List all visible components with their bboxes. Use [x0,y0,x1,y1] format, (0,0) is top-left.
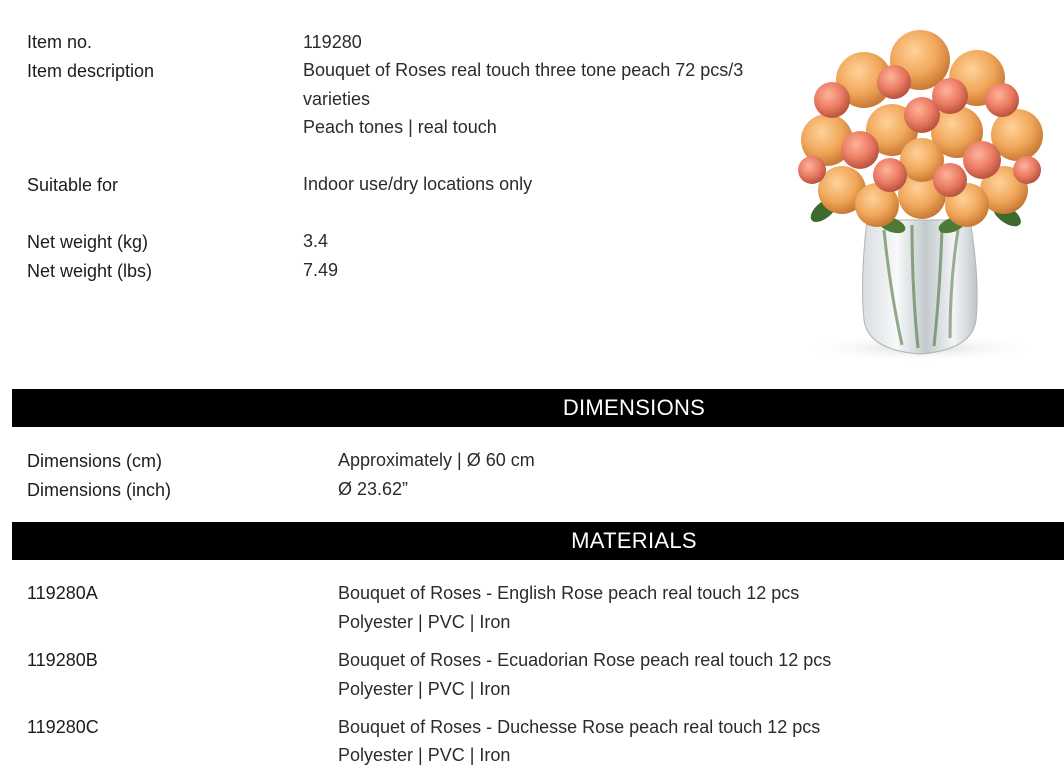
material-composition: Polyester | PVC | Iron [338,679,511,699]
dimensions-inch-label: Dimensions (inch) [27,480,172,500]
materials-heading: MATERIALS [12,522,1064,560]
material-composition: Polyester | PVC | Iron [338,745,511,765]
material-name: Bouquet of Roses - Duchesse Rose peach real touch 12 pcs [338,717,821,737]
suitable-for-value: Indoor use/dry locations only [303,174,533,194]
item-description-line: Bouquet of Roses real touch three tone peach 72 pcs/3 [303,60,744,80]
item-no-label: Item no. [27,32,93,52]
net-weight-kg-label: Net weight (kg) [27,232,149,252]
item-description-value [303,56,743,142]
material-composition: Polyester | PVC | Iron [338,612,511,632]
net-weight-lbs-value: 7.49 [303,260,339,280]
item-description-label: Item description [27,61,155,81]
dimensions-inch-value: Ø 23.62” [338,479,409,499]
item-no-value: 119280 [303,32,362,52]
material-name: Bouquet of Roses - English Rose peach real touch 12 pcs [338,583,800,603]
net-weight-lbs-label: Net weight (lbs) [27,261,153,281]
dimensions-heading: DIMENSIONS [12,389,1064,427]
material-name: Bouquet of Roses - Ecuadorian Rose peach real touch 12 pcs [338,650,832,670]
item-description-line: varieties [303,88,371,109]
net-weight-kg-value: 3.4 [303,231,329,251]
suitable-for-label: Suitable for [27,175,119,195]
item-description-line: Peach tones | real touch [303,117,497,137]
material-code: 119280C [27,717,99,737]
dimensions-cm-value: Approximately | Ø 60 cm [338,450,535,470]
material-code: 119280B [27,650,98,670]
product-image[interactable] [772,20,1064,370]
material-code: 119280A [27,583,98,603]
dimensions-cm-label: Dimensions (cm) [27,451,163,471]
